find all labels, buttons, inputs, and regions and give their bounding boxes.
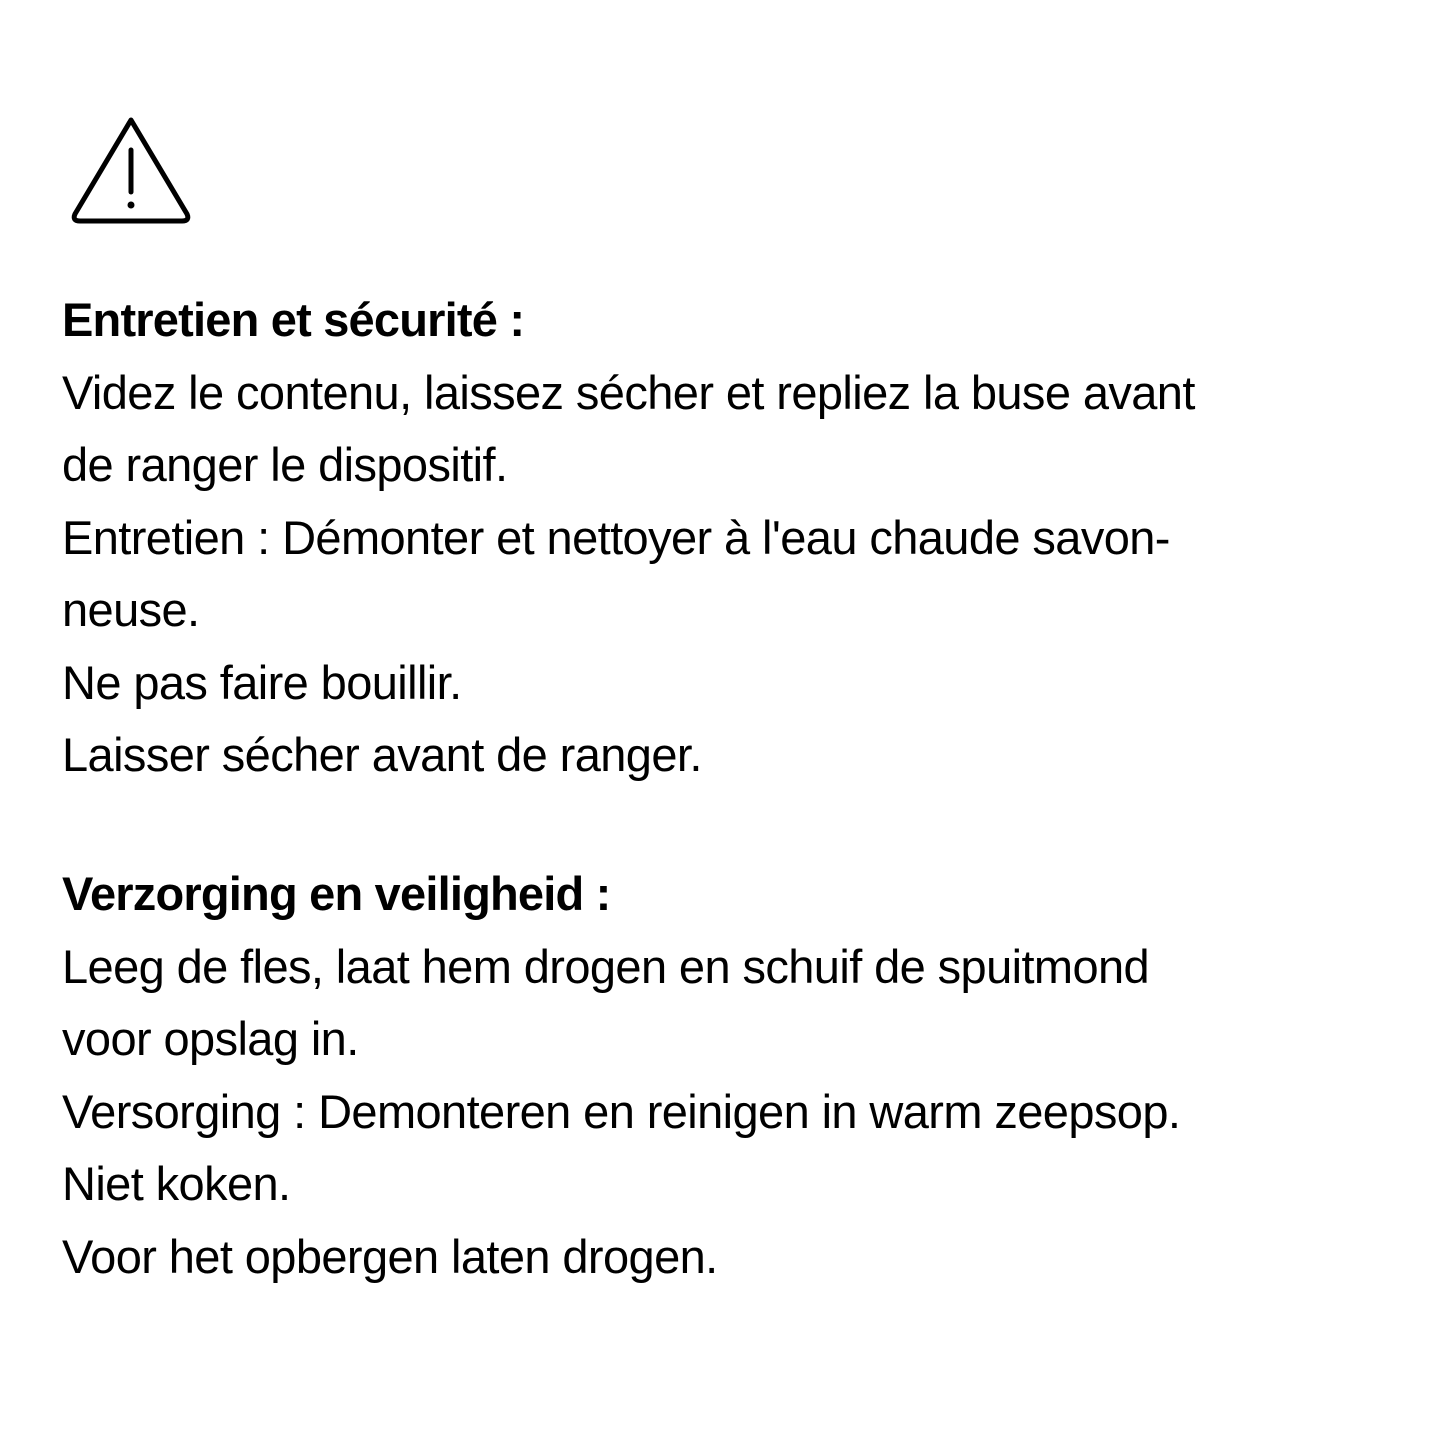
- body-line: Niet koken.: [62, 1157, 291, 1210]
- care-section-french: [62, 284, 1195, 792]
- section-heading: Entretien et sécurité :: [62, 293, 525, 346]
- body-line: Leeg de fles, laat hem drogen en schuif de spuitmond: [62, 939, 1150, 993]
- body-line: voor opslag in.: [62, 1012, 359, 1065]
- body-line: Voor het opbergen laten drogen.: [62, 1229, 718, 1283]
- body-line: Videz le contenu, laissez sécher et repliez la buse avant: [62, 365, 1195, 419]
- section-heading: Verzorging en veiligheid :: [62, 867, 611, 920]
- warning-triangle-icon: [70, 114, 192, 226]
- body-line: neuse.: [62, 583, 200, 636]
- body-line: Versorging : Demonteren en reinigen in warm zeepsop.: [62, 1084, 1181, 1138]
- care-section-dutch: [62, 858, 1180, 1293]
- body-line: Ne pas faire bouillir.: [62, 655, 462, 709]
- body-line: Laisser sécher avant de ranger.: [62, 728, 702, 781]
- body-line: de ranger le dispositif.: [62, 438, 508, 491]
- body-line: Entretien : Démonter et nettoyer à l'eau chaude savon-: [62, 510, 1170, 564]
